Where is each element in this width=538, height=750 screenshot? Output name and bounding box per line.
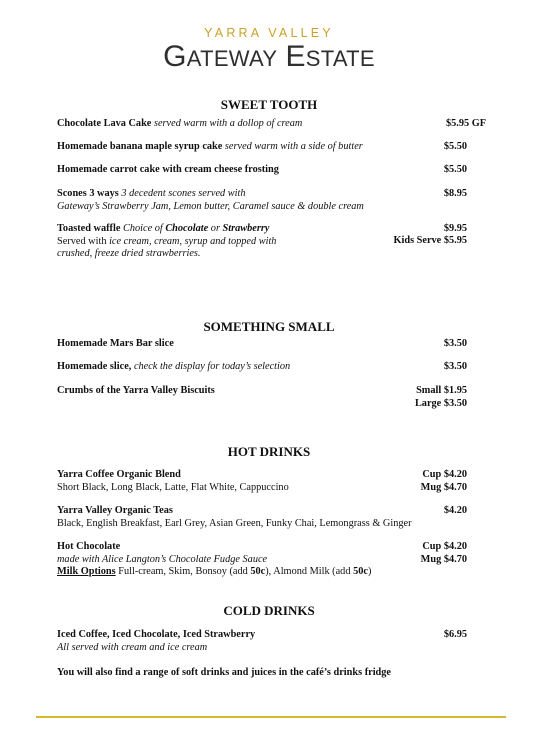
logo-wordmark: GATEWAY ESTATE [163,40,375,73]
menu-item-price: $5.50 [443,164,467,175]
section-title-sweet-tooth: SWEET TOOTH [220,97,318,112]
menu-item: Yarra Coffee Organic Blend Short Black, Long Black, Latte, Flat White, Cappuccino [57,469,289,493]
logo-tagline: YARRA VALLEY [204,26,334,40]
drinks-fridge-note: You will also find a range of soft drinks and juices in the café’s drinks fridge [57,667,392,678]
menu-item-price: $4.20 [443,505,467,516]
menu-item: Scones 3 ways 3 decedent scones served with Gateway’s Strawberry Jam, Lemon butter, Caramel sauce & double cream [57,188,364,212]
menu-item: Crumbs of the Yarra Valley Biscuits [57,385,215,396]
section-title-something-small: SOMETHING SMALL [203,319,335,334]
menu-item: Homemade carrot cake with cream cheese frosting [57,164,279,175]
menu-item: Hot Chocolate made with Alice Langton’s Chocolate Fudge Sauce Milk Options Full-cream, Skim, Bonsoy (add 50c), Almond Milk (add 50c) [57,541,372,577]
kids-price: Kids Serve $5.95 [393,235,467,246]
menu-item-price-mug: Mug $4.70 [420,482,467,493]
menu-item: Yarra Valley Organic Teas Black, English Breakfast, Earl Grey, Asian Green, Funky Chai, Lemongrass & Ginger [57,505,412,529]
menu-item-price: $9.95 [443,223,467,234]
menu-item: Iced Coffee, Iced Chocolate, Iced Strawberry All served with cream and ice cream [57,629,256,653]
menu-item-price: $6.95 [443,629,467,640]
menu-item-price: Small $1.95 [416,385,467,396]
menu-item: Homemade slice, check the display for today’s selection [57,361,291,372]
menu-item: Chocolate Lava Cake served warm with a dollop of cream [57,118,303,129]
section-title-cold-drinks: COLD DRINKS [223,603,315,618]
menu-item-price: Cup $4.20 [422,541,467,552]
menu-item-price: $3.50 [443,338,467,349]
menu-item: Homemade Mars Bar slice [57,338,174,349]
menu-item-price: $3.50 [443,361,467,372]
menu-item: Homemade banana maple syrup cake served warm with a side of butter [57,141,363,152]
menu-item-price: $5.50 [443,141,467,152]
menu-item-price-large: Large $3.50 [414,398,467,409]
menu-item-price: Cup $4.20 [422,469,467,480]
section-title-hot-drinks: HOT DRINKS [227,444,311,459]
menu-item-price: $8.95 [443,188,467,199]
menu-item-waffle: Toasted waffle Choice of Chocolate or Strawberry Served with ice cream, cream, syrup and topped with crushed, freeze dried strawberries. [57,223,277,259]
footer-divider [36,716,506,718]
menu-item-price-mug: Mug $4.70 [420,554,467,565]
menu-item-price: $5.95 GF [445,118,486,129]
